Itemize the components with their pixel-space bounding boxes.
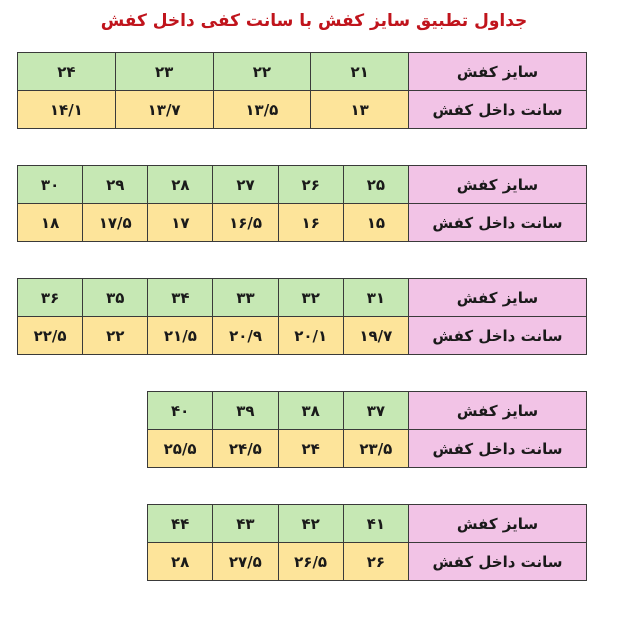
shoe-size-cell: ۲۸ [148,166,213,204]
size-table-2 [17,165,587,242]
shoe-size-cell: ۲۳ [115,53,213,91]
insole-cm-cell: ۲۵/۵ [148,430,213,468]
size-row-label: سایز کفش [409,392,587,430]
shoe-size-cell: ۴۳ [213,505,278,543]
size-row [18,166,587,204]
shoe-size-cell: ۳۸ [278,392,343,430]
cm-row [18,317,587,355]
size-row-label: سایز کفش [408,166,586,204]
page-title: جداول تطبیق سایز کفش با سانت کفی داخل کفش [100,11,528,31]
shoe-size-cell: ۲۶ [278,166,343,204]
insole-cm-cell: ۱۶ [278,204,343,242]
insole-cm-cell: ۲۴ [278,430,343,468]
size-row-label: سایز کفش [409,505,587,543]
insole-cm-cell: ۱۹/۷ [343,317,408,355]
insole-cm-cell: ۲۱/۵ [148,317,213,355]
cm-row [18,91,587,129]
insole-cm-cell: ۱۴/۱ [18,91,116,129]
insole-cm-cell: ۱۷/۵ [83,204,148,242]
cm-row [148,430,587,468]
cm-row [18,204,587,242]
insole-cm-cell: ۲۰/۱ [278,317,343,355]
size-row [18,53,587,91]
shoe-size-cell: ۳۱ [343,279,408,317]
cm-row-label: سانت داخل کفش [409,91,587,129]
shoe-size-cell: ۲۹ [83,166,148,204]
insole-cm-cell: ۲۰/۹ [213,317,278,355]
shoe-size-cell: ۴۰ [148,392,213,430]
size-row [148,505,587,543]
size-table-3 [17,278,587,355]
size-row-label: سایز کفش [408,279,586,317]
insole-cm-cell: ۲۷/۵ [213,543,278,581]
shoe-size-cell: ۲۵ [343,166,408,204]
shoe-size-cell: ۴۱ [343,505,408,543]
shoe-size-cell: ۲۱ [311,53,409,91]
shoe-size-cell: ۲۴ [18,53,116,91]
shoe-size-cell: ۳۶ [18,279,83,317]
shoe-size-cell: ۳۰ [18,166,83,204]
insole-cm-cell: ۱۳/۵ [213,91,311,129]
insole-cm-cell: ۲۸ [148,543,213,581]
shoe-size-cell: ۳۳ [213,279,278,317]
size-table-4 [147,391,587,468]
insole-cm-cell: ۱۳/۷ [115,91,213,129]
insole-cm-cell: ۲۴/۵ [213,430,278,468]
insole-cm-cell: ۲۲ [83,317,148,355]
shoe-size-cell: ۳۷ [343,392,408,430]
shoe-size-cell: ۳۴ [148,279,213,317]
insole-cm-cell: ۲۲/۵ [18,317,83,355]
insole-cm-cell: ۲۳/۵ [343,430,408,468]
shoe-size-cell: ۳۵ [83,279,148,317]
size-row [148,392,587,430]
cm-row-label: سانت داخل کفش [408,204,586,242]
shoe-size-cell: ۳۹ [213,392,278,430]
size-table-1 [17,52,587,129]
insole-cm-cell: ۱۵ [343,204,408,242]
cm-row-label: سانت داخل کفش [408,317,586,355]
shoe-size-cell: ۴۲ [278,505,343,543]
insole-cm-cell: ۱۳ [311,91,409,129]
cm-row-label: سانت داخل کفش [409,543,587,581]
insole-cm-cell: ۱۶/۵ [213,204,278,242]
shoe-size-cell: ۴۴ [148,505,213,543]
cm-row [148,543,587,581]
size-row [18,279,587,317]
insole-cm-cell: ۱۸ [18,204,83,242]
insole-cm-cell: ۱۷ [148,204,213,242]
shoe-size-cell: ۲۷ [213,166,278,204]
insole-cm-cell: ۲۶/۵ [278,543,343,581]
size-table-5 [147,504,587,581]
cm-row-label: سانت داخل کفش [409,430,587,468]
shoe-size-cell: ۳۲ [278,279,343,317]
size-row-label: سایز کفش [409,53,587,91]
shoe-size-cell: ۲۲ [213,53,311,91]
insole-cm-cell: ۲۶ [343,543,408,581]
